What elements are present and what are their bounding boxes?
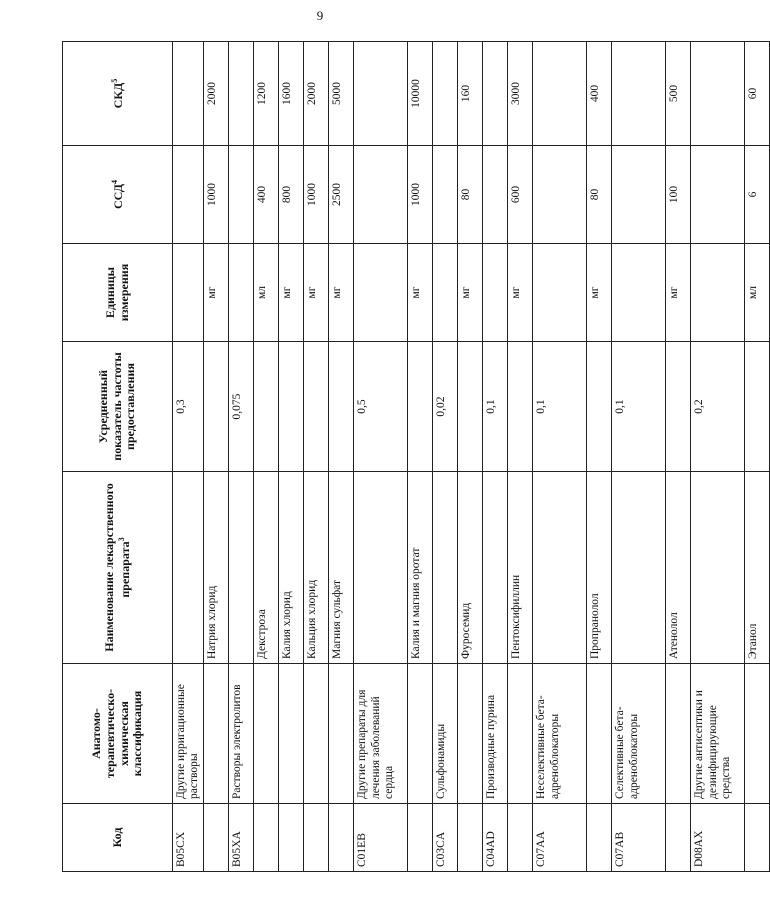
cell-unit (612, 244, 666, 342)
cell-atc: Другие препараты для лечения заболеваний сердца (354, 664, 408, 804)
cell-atc (279, 664, 304, 804)
cell-code: C07AB (612, 804, 666, 872)
table-row (691, 42, 745, 872)
header-atc: Анатомо-терапевтическо-химическая классификация (63, 664, 173, 804)
cell-skd (433, 42, 458, 146)
cell-atc: Неселективные бета-адреноблокаторы (533, 664, 587, 804)
table-row (533, 42, 587, 872)
cell-drug: Калия и магния оротат (408, 472, 433, 664)
cell-code: B05XA (229, 804, 254, 872)
cell-drug: Калия хлорид (279, 472, 304, 664)
cell-ssd: 2500 (329, 146, 354, 244)
cell-frequency (745, 342, 770, 472)
cell-unit (433, 244, 458, 342)
cell-unit: мг (666, 244, 691, 342)
table-row (204, 42, 229, 872)
cell-drug: Магния сульфат (329, 472, 354, 664)
cell-skd: 500 (666, 42, 691, 146)
cell-skd: 400 (587, 42, 612, 146)
cell-unit: мг (304, 244, 329, 342)
cell-code (254, 804, 279, 872)
cell-atc: Производные пурина (483, 664, 508, 804)
cell-unit: мг (408, 244, 433, 342)
table-row (745, 42, 770, 872)
table-row (587, 42, 612, 872)
cell-atc (745, 664, 770, 804)
cell-ssd: 6 (745, 146, 770, 244)
cell-atc (408, 664, 433, 804)
cell-unit: мл (745, 244, 770, 342)
cell-ssd (229, 146, 254, 244)
cell-atc: Селективные бета-адреноблокаторы (612, 664, 666, 804)
cell-code (666, 804, 691, 872)
cell-drug (533, 472, 587, 664)
cell-code: C03CA (433, 804, 458, 872)
cell-frequency: 0,02 (433, 342, 458, 472)
cell-code (304, 804, 329, 872)
cell-ssd (612, 146, 666, 244)
cell-atc: Растворы электролитов (229, 664, 254, 804)
cell-ssd: 80 (587, 146, 612, 244)
cell-ssd: 1000 (304, 146, 329, 244)
cell-unit: мг (204, 244, 229, 342)
cell-drug: Кальция хлорид (304, 472, 329, 664)
cell-ssd: 100 (666, 146, 691, 244)
cell-skd: 2000 (204, 42, 229, 146)
table-row (304, 42, 329, 872)
header-ssd: ССД$^4$ (63, 146, 173, 244)
cell-code: D08AX (691, 804, 745, 872)
cell-code (204, 804, 229, 872)
cell-code (587, 804, 612, 872)
cell-ssd (533, 146, 587, 244)
table-row (254, 42, 279, 872)
cell-atc (666, 664, 691, 804)
cell-frequency: 0,5 (354, 342, 408, 472)
table-row (329, 42, 354, 872)
cell-frequency (587, 342, 612, 472)
cell-skd (354, 42, 408, 146)
cell-skd: 2000 (304, 42, 329, 146)
cell-unit (483, 244, 508, 342)
cell-frequency (254, 342, 279, 472)
cell-ssd: 1000 (204, 146, 229, 244)
cell-ssd: 1000 (408, 146, 433, 244)
cell-skd (173, 42, 204, 146)
cell-atc (329, 664, 354, 804)
table-header-row (63, 42, 173, 872)
cell-code (458, 804, 483, 872)
cell-frequency (408, 342, 433, 472)
cell-unit (533, 244, 587, 342)
cell-frequency (329, 342, 354, 472)
cell-frequency (279, 342, 304, 472)
cell-drug (483, 472, 508, 664)
cell-ssd: 80 (458, 146, 483, 244)
cell-frequency (508, 342, 533, 472)
cell-skd: 3000 (508, 42, 533, 146)
cell-skd (533, 42, 587, 146)
cell-ssd (354, 146, 408, 244)
cell-frequency: 0,1 (483, 342, 508, 472)
cell-atc (304, 664, 329, 804)
cell-skd: 160 (458, 42, 483, 146)
cell-drug (433, 472, 458, 664)
table-row (279, 42, 304, 872)
cell-atc: Сульфонамиды (433, 664, 458, 804)
cell-unit (229, 244, 254, 342)
cell-skd: 10000 (408, 42, 433, 146)
table-row (408, 42, 433, 872)
header-code: Код (63, 804, 173, 872)
cell-unit: мг (587, 244, 612, 342)
header-frequency: Усредненный показатель частоты предоставления (63, 342, 173, 472)
header-skd: СКД$^5$ (63, 42, 173, 146)
table-row (458, 42, 483, 872)
table-row (612, 42, 666, 872)
cell-drug (612, 472, 666, 664)
cell-frequency (458, 342, 483, 472)
cell-ssd (483, 146, 508, 244)
cell-code (745, 804, 770, 872)
cell-skd (229, 42, 254, 146)
table-row (483, 42, 508, 872)
page-number: 9 (316, 8, 324, 23)
cell-unit: мг (329, 244, 354, 342)
cell-code: C01EB (354, 804, 408, 872)
cell-unit (354, 244, 408, 342)
cell-frequency (304, 342, 329, 472)
table-row (173, 42, 204, 872)
header-drug-name: Наименование лекарственного препарата$^3$ (63, 472, 173, 664)
cell-frequency: 0,075 (229, 342, 254, 472)
cell-ssd: 800 (279, 146, 304, 244)
cell-drug: Пентоксифиллин (508, 472, 533, 664)
cell-ssd: 400 (254, 146, 279, 244)
cell-frequency (204, 342, 229, 472)
cell-atc (254, 664, 279, 804)
cell-frequency: 0,2 (691, 342, 745, 472)
cell-atc: Другие ирригационные растворы (173, 664, 204, 804)
cell-skd: 1200 (254, 42, 279, 146)
cell-drug (173, 472, 204, 664)
cell-frequency: 0,3 (173, 342, 204, 472)
cell-unit: мг (508, 244, 533, 342)
cell-atc (587, 664, 612, 804)
cell-drug (354, 472, 408, 664)
table-row (666, 42, 691, 872)
cell-unit: мл (254, 244, 279, 342)
cell-frequency (666, 342, 691, 472)
cell-frequency: 0,1 (612, 342, 666, 472)
cell-code: B05CX (173, 804, 204, 872)
cell-atc: Другие антисептики и дезинфицирующие средства (691, 664, 745, 804)
cell-unit (173, 244, 204, 342)
cell-unit: мг (458, 244, 483, 342)
table-row (433, 42, 458, 872)
cell-skd (483, 42, 508, 146)
cell-ssd (433, 146, 458, 244)
cell-ssd: 600 (508, 146, 533, 244)
cell-ssd (173, 146, 204, 244)
cell-code (408, 804, 433, 872)
rotated-table-container (62, 42, 760, 872)
cell-ssd (691, 146, 745, 244)
cell-skd (612, 42, 666, 146)
cell-skd: 5000 (329, 42, 354, 146)
cell-drug: Декстроза (254, 472, 279, 664)
header-units: Единицы измерения (63, 244, 173, 342)
cell-drug (691, 472, 745, 664)
cell-skd: 60 (745, 42, 770, 146)
cell-drug: Фуросемид (458, 472, 483, 664)
drug-table (62, 41, 770, 872)
table-row (508, 42, 533, 872)
cell-frequency: 0,1 (533, 342, 587, 472)
cell-code: C07AA (533, 804, 587, 872)
cell-drug: Пропранолол (587, 472, 612, 664)
cell-skd: 1600 (279, 42, 304, 146)
cell-unit: мг (279, 244, 304, 342)
cell-drug: Этанол (745, 472, 770, 664)
cell-skd (691, 42, 745, 146)
cell-unit (691, 244, 745, 342)
cell-code (508, 804, 533, 872)
cell-drug (229, 472, 254, 664)
cell-atc (508, 664, 533, 804)
cell-drug: Атенолол (666, 472, 691, 664)
cell-code: C04AD (483, 804, 508, 872)
cell-code (329, 804, 354, 872)
table-row (354, 42, 408, 872)
cell-atc (458, 664, 483, 804)
cell-atc (204, 664, 229, 804)
cell-drug: Натрия хлорид (204, 472, 229, 664)
cell-code (279, 804, 304, 872)
table-row (229, 42, 254, 872)
